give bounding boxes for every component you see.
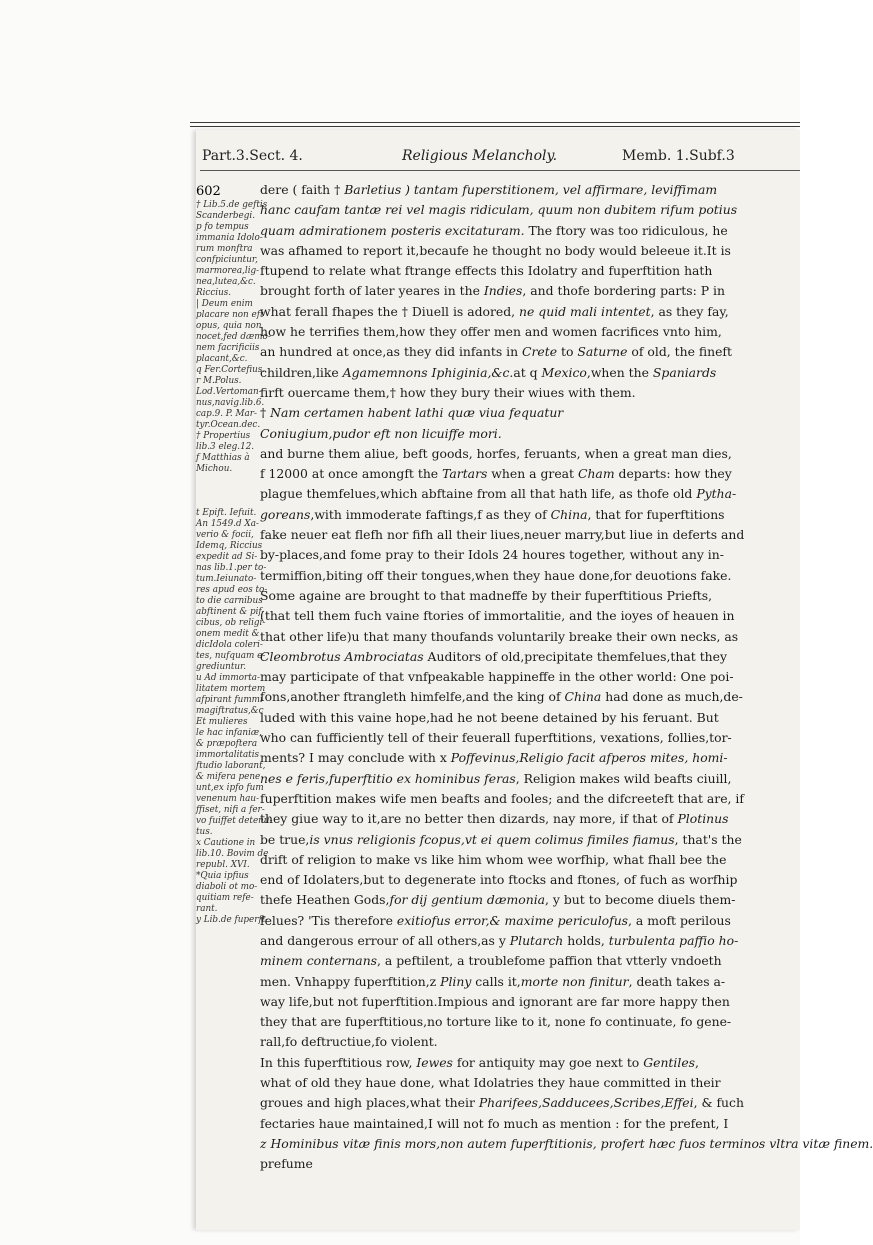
italic-text: goreans — [260, 506, 311, 522]
italic-text: China — [564, 689, 602, 705]
marginal-note-line: cap.9. P. Mar- — [196, 409, 257, 419]
text-line — [260, 1053, 796, 1073]
italic-text: turbulenta paffio ho- — [608, 932, 739, 948]
roman-text: fectaries haue maintained,I will not fo much as mention : for the prefent, I — [260, 1115, 729, 1131]
italic-text: hanc caufam tantæ rei vel magis ridiculam, quum non dubitem rifum potius — [260, 202, 738, 218]
roman-text: , & fuch — [693, 1095, 744, 1111]
roman-text: , death takes a- — [628, 973, 726, 989]
marginal-note-line: marmorea,lig- — [196, 266, 260, 276]
marginal-note-line: immania Idolo- — [196, 233, 263, 243]
text-line — [260, 566, 796, 586]
text-line — [260, 383, 796, 403]
roman-text: brought forth of later yeares in the — [260, 283, 484, 299]
italic-text: China — [550, 506, 588, 522]
roman-text: The ftory was too ridiculous, he — [524, 222, 728, 238]
roman-text: ,when the — [586, 364, 653, 380]
marginal-note-line: Riccius. — [196, 288, 232, 298]
text-line — [260, 525, 796, 545]
roman-text: of old, the fineft — [627, 344, 732, 360]
roman-text: , a moft perilous — [628, 912, 731, 928]
roman-text: , that for fuperftitions — [587, 506, 725, 522]
italic-text: Nam certamen habent lathi quæ viua fequatur — [270, 405, 564, 421]
text-line — [260, 261, 796, 281]
italic-text: morte non finitur — [520, 973, 629, 989]
text-line — [260, 748, 796, 768]
roman-text: , and thofe bordering parts: P in — [522, 283, 725, 299]
text-line — [260, 992, 796, 1012]
italic-text: quam admirationem posteris excitaturam. — [260, 222, 525, 238]
roman-text: when a great — [487, 466, 578, 482]
roman-text: holds, — [563, 932, 609, 948]
roman-text: how he terrifies them,how they offer men and women facrifices vnto him, — [260, 324, 722, 340]
roman-text: firft ouercame them,† how they bury their wiues with them. — [260, 384, 636, 400]
marginal-note-line: Michou. — [196, 464, 233, 474]
marginal-note-line: afpirant fummi — [196, 695, 263, 705]
roman-text: ments? I may conclude with x — [260, 750, 451, 766]
roman-text: that other life)u that many thoufands voluntarily breake their own necks, as — [260, 628, 739, 644]
marginal-note-line: Et mulieres — [196, 717, 248, 727]
roman-text: who can fufficiently tell of their feuerall fuperftitions, vexations, follies,tor- — [260, 730, 732, 746]
marginal-note-line: cibus, ob religi- — [196, 618, 266, 628]
italic-text: minem conternans — [260, 953, 378, 969]
marginal-note-line: dicIdola coleri- — [196, 640, 263, 650]
roman-text: for antiquity may goe next to — [452, 1054, 644, 1070]
italic-text: Tartars — [442, 466, 488, 482]
marginal-note-line: opus, quia non — [196, 321, 262, 331]
marginal-note-line: immortalitatis — [196, 750, 260, 760]
marginal-note-line: lib.10. Bovim de — [196, 849, 269, 859]
marginal-note-line: tyr.Ocean.dec. — [196, 420, 261, 430]
roman-text: what ferall fhapes the † Diuell is adored, — [260, 303, 520, 319]
roman-text: by-places,and fome pray to their Idols 24 houres together, without any in- — [260, 547, 724, 563]
marginal-note-line: & præpoftera — [196, 739, 258, 749]
text-line — [260, 1134, 873, 1154]
scan-border-line — [190, 122, 800, 123]
marginal-note-line: p fo tempus — [196, 222, 249, 232]
marginal-note-line: & mifera pene — [196, 772, 261, 782]
roman-text: f 12000 at once amongft the — [260, 466, 443, 482]
italic-text: Gentiles — [643, 1054, 696, 1070]
marginal-note-line: unt,ex ipfo fum — [196, 783, 264, 793]
marginal-note-line: lib.3 eleg.12. — [196, 442, 255, 452]
text-line — [260, 302, 796, 322]
marginal-note-line: nas lib.1.per to- — [196, 563, 267, 573]
text-line — [260, 870, 796, 890]
text-line — [260, 180, 796, 200]
roman-text: and burne them aliue, beft goods, horfes, feruants, when a great man dies, — [260, 445, 732, 461]
marginal-note-line: nea,lutea,&c. — [196, 277, 256, 287]
marginal-notes — [196, 182, 273, 1230]
marginal-note-line: rum monftra — [196, 244, 253, 254]
text-line — [260, 241, 796, 261]
marginal-note-line: grediuntur. — [196, 662, 247, 672]
italic-text: Crete — [522, 344, 558, 360]
text-line — [260, 890, 796, 910]
italic-text: Spaniards — [652, 364, 717, 380]
roman-text: In this fuperftitious row, — [260, 1054, 417, 1070]
text-line — [260, 200, 796, 220]
marginal-note-line: An 1549.d Xa- — [196, 519, 259, 529]
text-line — [260, 789, 796, 809]
italic-text: Cleombrotus Ambrociatas — [260, 648, 424, 664]
marginal-note-line: republ. XVI. — [196, 860, 250, 870]
text-line — [260, 667, 796, 687]
marginal-note-line: tus. — [196, 827, 213, 837]
roman-text: , as they fay, — [650, 303, 729, 319]
text-line — [260, 769, 796, 789]
page-number: 602 — [196, 184, 221, 199]
book-page — [196, 130, 873, 1230]
roman-text: thefe Heathen Gods, — [260, 892, 390, 908]
header-rule — [200, 170, 800, 171]
text-line — [260, 1012, 796, 1032]
text-line — [260, 850, 796, 870]
text-line — [260, 1073, 796, 1093]
marginal-note-line: u Ad immorta- — [196, 673, 260, 683]
italic-text: z Hominibus vitæ finis mors,non autem fuperftitionis, profert hæc fuos terminos vltra vitæ finem. — [260, 1135, 873, 1151]
text-line — [260, 342, 796, 362]
italic-text: Indies — [483, 283, 523, 299]
roman-text: , Religion makes wild beafts ciuill, — [515, 770, 732, 786]
marginal-note-line: Idemq, Riccius — [196, 541, 263, 551]
roman-text: had done as much,de- — [601, 689, 743, 705]
marginal-note-line: Scanderbegi. — [196, 211, 255, 221]
text-line — [260, 972, 796, 992]
marginal-note-line: nem facrificiis — [196, 343, 260, 353]
roman-text: luded with this vaine hope,had he not beene detained by his feruant. But — [260, 709, 719, 725]
italic-text: Saturne — [577, 344, 628, 360]
roman-text: they that are fuperftitious,no torture like to it, none fo continuate, fo gene- — [260, 1014, 732, 1030]
marginal-note-line: venenum hau- — [196, 794, 260, 804]
roman-text: dere ( faith † — [260, 182, 345, 197]
marginal-note-line: † Lib.5.de geftis — [196, 200, 268, 210]
roman-text: (that tell them fuch vaine ftories of immortalitie, and the ioyes of heauen in — [260, 608, 735, 624]
text-line — [260, 708, 796, 728]
body-text — [260, 180, 873, 1175]
marginal-note-line: ffiset, nifi a fer- — [196, 805, 265, 815]
roman-text: they giue way to it,are no better then dizards, nay more, if that of — [260, 811, 678, 827]
marginal-note-line: | Deum enim — [196, 299, 253, 309]
text-line — [260, 728, 796, 748]
marginal-note-line: q Fer.Cortefius. — [196, 365, 266, 375]
marginal-note-line: placant,&c. — [196, 354, 248, 364]
text-line — [260, 809, 796, 829]
italic-text: Mexico — [541, 364, 587, 380]
italic-text: Barletius ) tantam fuperstitionem, vel affirmare, leviffimam — [344, 182, 718, 197]
text-line — [260, 911, 796, 931]
roman-text: , a peftilent, a troublefome paffion that vtterly vndoeth — [377, 953, 722, 969]
text-line — [260, 444, 796, 464]
marginal-note-line: f Matthias à — [196, 453, 250, 463]
italic-text: Pharifees,Sadducees,Scribes,Effei — [478, 1095, 694, 1111]
text-line — [260, 363, 796, 383]
text-line — [260, 586, 796, 606]
italic-text: for dij gentium dæmonia — [389, 892, 546, 908]
marginal-note-line: onem medit & — [196, 629, 260, 639]
marginal-note-line: vo fuiffet detenu- — [196, 816, 273, 826]
roman-text: rall,fo deftructiue,fo violent. — [260, 1034, 438, 1050]
italic-text: Iewes — [416, 1054, 453, 1070]
marginal-note-line: le hac infaniæ, — [196, 728, 262, 738]
roman-text: to — [557, 344, 578, 360]
running-header — [202, 146, 800, 168]
roman-text: at q — [513, 364, 542, 380]
italic-text: Coniugium,pudor eft non licuiffe mori. — [260, 425, 502, 441]
marginal-note-line: x Cautione in — [196, 838, 256, 848]
text-line — [260, 687, 796, 707]
text-line — [260, 424, 796, 444]
roman-text: plague themfelues,which abftaine from all that hath life, as thofe old — [260, 486, 697, 502]
text-line — [260, 403, 796, 423]
text-line — [260, 484, 796, 504]
scan-border-line — [190, 126, 800, 127]
roman-text: felues? 'Tis therefore — [260, 912, 397, 928]
roman-text: fake neuer eat flefh nor fifh all their liues,neuer marry,but liue in deferts and — [260, 527, 745, 543]
marginal-note-line: verio & focii, — [196, 530, 254, 540]
roman-text: , that's the — [674, 831, 742, 847]
italic-text: Plotinus — [677, 811, 729, 827]
text-line — [260, 951, 796, 971]
marginal-note-line: to die carnibus — [196, 596, 263, 606]
text-line — [260, 1114, 796, 1134]
roman-text: an hundred at once,as they did infants in — [260, 344, 522, 360]
text-line — [260, 505, 796, 525]
roman-text: what of old they haue done, what Idolatries they haue committed in their — [260, 1075, 721, 1091]
italic-text: is vnus religionis fcopus,vt ei quem colimus fimiles fiamus — [309, 831, 675, 847]
marginal-note-line: tes, nufquam e- — [196, 651, 266, 661]
text-line — [260, 606, 796, 626]
text-line — [260, 545, 796, 565]
roman-text: men. Vnhappy fuperftition,z — [260, 973, 441, 989]
roman-text: end of Idolaters,but to degenerate into ftocks and ftones, of fuch as worfhip — [260, 872, 738, 888]
marginal-note-line: confpiciuntur, — [196, 255, 258, 265]
roman-text: ftupend to relate what ftrange effects this Idolatry and fuperftition hath — [260, 263, 713, 279]
roman-text: termiffion,biting off their tongues,when they haue done,for deuotions fake. — [260, 567, 732, 583]
section-reference: Part.3.Sect. 4. — [202, 148, 303, 164]
text-line — [260, 830, 796, 850]
roman-text: † — [260, 405, 271, 421]
marginal-note-line: ftudio laborant, — [196, 761, 266, 771]
text-line — [260, 1093, 796, 1113]
italic-text: Pliny — [440, 973, 472, 989]
roman-text: fuperftition makes wife men beafts and fooles; and the difcreeteft that are, if — [260, 790, 744, 806]
roman-text: was afhamed to report it,becaufe he thought no body would beleeue it.It is — [260, 242, 731, 258]
roman-text: Some againe are brought to that madneffe by their fuperftitious Priefts, — [260, 587, 713, 603]
roman-text: ,with immoderate faftings,f as they of — [310, 506, 551, 522]
text-line — [260, 464, 796, 484]
italic-text: nes e feris,fuperftitio ex hominibus feras — [260, 770, 516, 786]
italic-text: Plutarch — [509, 932, 564, 948]
roman-text: , — [695, 1054, 699, 1070]
member-reference: Memb. 1.Subf.3 — [622, 148, 735, 164]
marginal-note-line: † Propertius — [196, 431, 251, 441]
roman-text: , y but to become diuels them- — [545, 892, 736, 908]
marginal-note-line: litatem mortem — [196, 684, 266, 694]
roman-text: may participate of that vnfpeakable happineffe in the other world: One poi- — [260, 669, 734, 685]
marginal-note-line: diaboli ot mo- — [196, 882, 258, 892]
italic-text: Agamemnons Iphiginia,&c. — [342, 364, 514, 380]
marginal-note-line: nus,navig.lib.6. — [196, 398, 265, 408]
roman-text: and dangerous errour of all others,as y — [260, 932, 510, 948]
marginal-note-line: Lod.Vertoman- — [196, 387, 262, 397]
text-line — [260, 281, 796, 301]
text-line — [260, 931, 796, 951]
marginal-note-line: rant. — [196, 904, 218, 914]
roman-text: calls it, — [471, 973, 521, 989]
roman-text: departs: how they — [614, 466, 732, 482]
text-line — [260, 221, 796, 241]
text-line — [260, 627, 796, 647]
marginal-note-line: magiftratus,&c — [196, 706, 264, 716]
marginal-note-line: placare non eft — [196, 310, 264, 320]
marginal-note-line: expedit ad Si- — [196, 552, 258, 562]
roman-text: way life,but not fuperftition.Impious and ignorant are far more happy then — [260, 993, 730, 1009]
italic-text: Poffevinus,Religio facit afperos mites, homi- — [450, 750, 728, 766]
italic-text: exitiofus error,& maxime periculofus — [396, 912, 629, 928]
marginal-note-line: abftinent & pif- — [196, 607, 265, 617]
roman-text: be true, — [260, 831, 310, 847]
marginal-note-line: r M.Polus. — [196, 376, 242, 386]
text-line — [260, 1032, 796, 1052]
roman-text: Auditors of old,precipitate themfelues,that they — [423, 648, 727, 664]
roman-text: drift of religion to make vs like him whom wee worfhip, what fhall bee the — [260, 851, 727, 867]
roman-text: fons,another ftrangleth himfelfe,and the king of — [260, 689, 565, 705]
running-title: Religious Melancholy. — [402, 148, 558, 164]
text-line — [260, 322, 796, 342]
roman-text: prefume — [260, 1156, 313, 1172]
marginal-note-line: quitiam refe- — [196, 893, 254, 903]
marginal-note-line: t Epift. Iefuit. — [196, 508, 257, 518]
italic-text: Pytha- — [696, 486, 737, 502]
italic-text: ne quid mali intentet — [519, 303, 651, 319]
marginal-note-line: y Lib.de fuperft- — [196, 915, 269, 925]
marginal-note-line: tum.Ieiunato- — [196, 574, 257, 584]
roman-text: children,like — [260, 364, 343, 380]
roman-text: groues and high places,what their — [260, 1095, 479, 1111]
text-line — [260, 1154, 796, 1174]
marginal-note-line: nocet,fed dæmo- — [196, 332, 271, 342]
text-line — [260, 647, 796, 667]
marginal-note-line: res apud eos to- — [196, 585, 268, 595]
italic-text: Cham — [577, 466, 615, 482]
marginal-note-line: *Quia ipfius — [196, 871, 249, 881]
